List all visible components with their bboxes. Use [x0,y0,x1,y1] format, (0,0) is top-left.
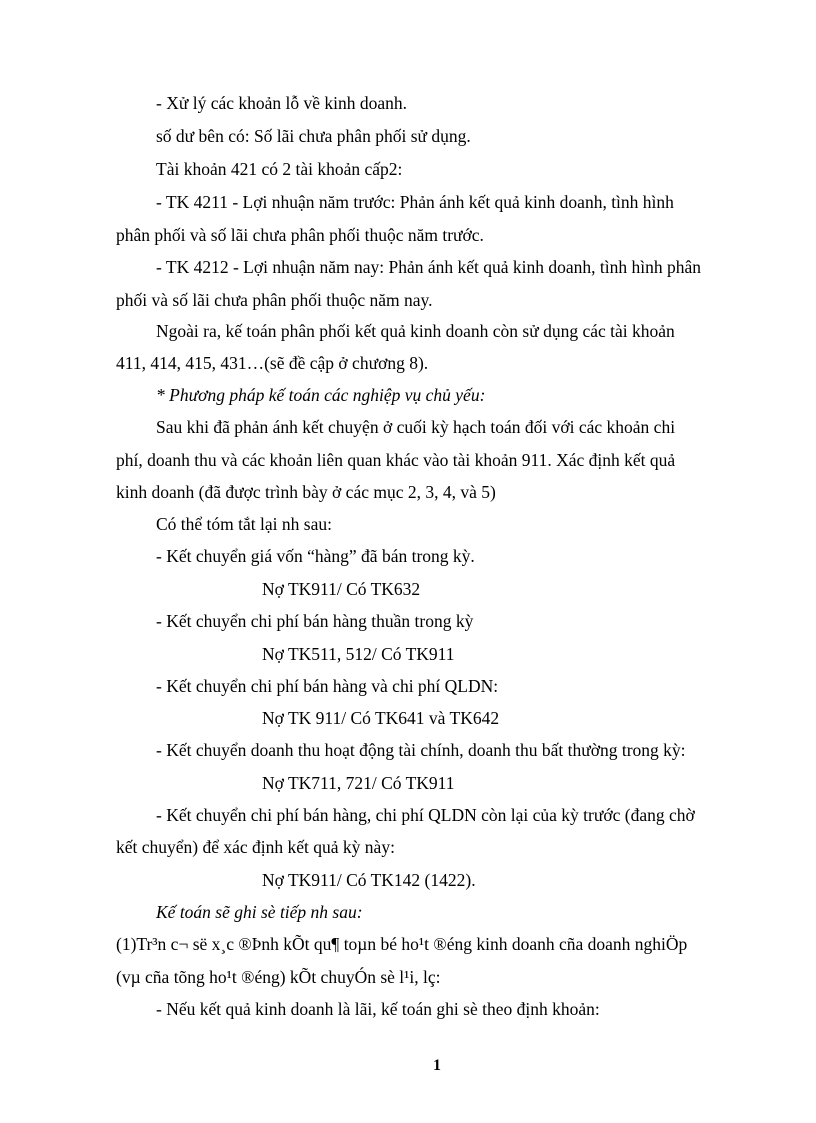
text-line: phí, doanh thu và các khoản liên quan khác vào tài khoản 911. Xác định kết quả [116,450,676,470]
text-line: - TK 4212 - Lợi nhuận năm nay: Phản ánh kết quả kinh doanh, tình hình phân [156,257,702,277]
text-line: kết chuyển) để xác định kết quả kỳ này: [116,837,395,857]
text-line: 411, 414, 415, 431…(sẽ đề cập ở chương 8). [116,353,429,373]
page-number: 1 [433,1057,441,1074]
text-line: - Kết chuyển doanh thu hoạt động tài chính, doanh thu bất thường trong kỳ: [156,740,686,760]
section-heading: Kế toán sẽ ghi sè tiếp nh sau: [156,902,363,922]
entry-line: Nợ TK511, 512/ Có TK911 [262,644,455,664]
text-line: Ngoài ra, kế toán phân phối kết quả kinh doanh còn sử dụng các tài khoản [156,321,675,341]
entry-line: Nợ TK711, 721/ Có TK911 [262,773,455,793]
text-line: - Kết chuyển chi phí bán hàng và chi phí QLDN: [156,676,499,696]
entry-line: Nợ TK911/ Có TK632 [262,579,421,599]
text-line: - Kết chuyển chi phí bán hàng, chi phí QLDN còn lại của kỳ trước (đang chờ [156,805,695,825]
text-line: kinh doanh (đã được trình bày ở các mục 2, 3, 4, và 5) [116,482,496,502]
entry-line: Nợ TK 911/ Có TK641 và TK642 [262,708,500,728]
text-line: - TK 4211 - Lợi nhuận năm trước: Phản ánh kết quả kinh doanh, tình hình [156,192,674,212]
section-heading: * Phương pháp kế toán các nghiệp vụ chủ yếu: [156,385,486,405]
entry-line: Nợ TK911/ Có TK142 (1422). [262,870,476,890]
text-line: - Xử lý các khoản lỗ về kinh doanh. [156,93,408,113]
text-line: - Nếu kết quả kinh doanh là lãi, kế toán ghi sè theo định khoản: [156,999,600,1019]
text-line: (1)Tr³n c¬ së x¸c ®Þnh kÕt qu¶ toµn bé ho¹t ®éng kinh doanh cña doanh nghiÖp [116,934,688,954]
text-line: số dư bên có: Số lãi chưa phân phối sử dụng. [156,126,471,146]
text-line: Tài khoản 421 có 2 tài khoản cấp2: [156,159,403,179]
text-line: - Kết chuyển chi phí bán hàng thuần trong kỳ [156,611,474,631]
text-line: - Kết chuyển giá vốn “hàng” đã bán trong kỳ. [156,546,475,566]
text-line: phối và số lãi chưa phân phối thuộc năm nay. [116,290,433,310]
text-line: (vµ cña tõng ho¹t ®éng) kÕt chuyÓn sè l¹i, lç: [116,967,441,987]
text-line: phân phối và số lãi chưa phân phối thuộc năm trước. [116,225,484,245]
text-line: Có thể tóm tắt lại nh sau: [156,514,332,534]
text-line: Sau khi đã phản ánh kết chuyện ở cuối kỳ hạch toán đối với các khoản chi [156,417,676,437]
